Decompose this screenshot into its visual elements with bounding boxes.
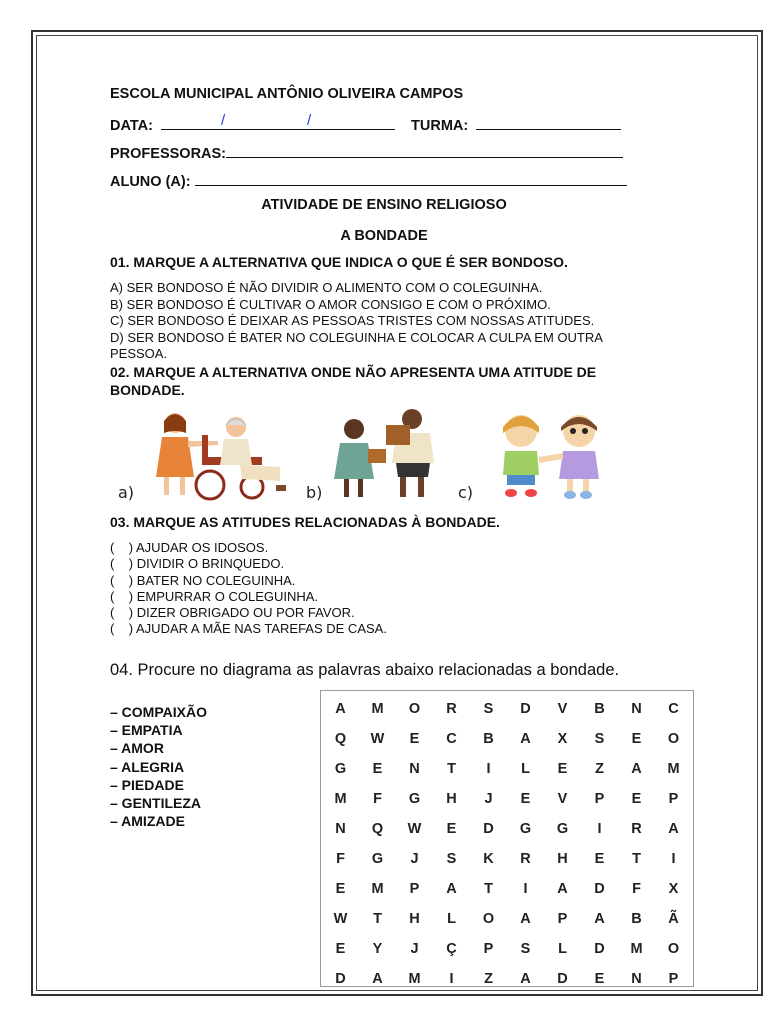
grid-cell[interactable]: E (631, 791, 642, 807)
option-c[interactable]: C) SER BONDOSO É DEIXAR AS PESSOAS TRISTES COM NOSSAS ATITUDES. (110, 313, 595, 328)
word-item: – EMPATIA (110, 722, 183, 739)
grid-cell[interactable]: Y (372, 941, 383, 957)
grid-row (322, 964, 692, 994)
grid-cell[interactable]: N (335, 821, 346, 837)
option-b[interactable]: B) SER BONDOSO É CULTIVAR O AMOR CONSIGO E COM O PRÓXIMO. (110, 296, 551, 312)
grid-cell[interactable]: P (409, 881, 420, 897)
grid-cell[interactable]: A (668, 821, 679, 837)
grid-cell[interactable]: O (667, 731, 680, 747)
grid-cell[interactable]: S (483, 701, 494, 717)
grid-row (322, 784, 692, 814)
grid-cell[interactable]: H (409, 911, 420, 927)
illustration-b-sharing[interactable] (330, 405, 445, 505)
checkbox[interactable]: ( ) (110, 605, 134, 621)
grid-cell[interactable]: M (630, 941, 643, 957)
word-search-grid[interactable] (322, 694, 692, 994)
grid-row (322, 694, 692, 724)
checkbox[interactable]: ( ) (110, 540, 134, 555)
grid-cell[interactable]: E (335, 941, 346, 957)
grid-cell[interactable]: V (557, 791, 568, 807)
student-label: ALUNO (A): (110, 174, 191, 190)
question-3-items (110, 540, 387, 638)
grid-cell[interactable]: A (520, 731, 531, 747)
grid-row (322, 904, 692, 934)
grid-cell[interactable]: H (557, 851, 568, 867)
class-label: TURMA: (411, 118, 469, 134)
question-2-line1: 02. MARQUE A ALTERNATIVA ONDE NÃO APRESENTA UMA ATITUDE DE (110, 364, 597, 380)
grid-cell[interactable]: H (446, 791, 457, 807)
grid-cell[interactable]: D (557, 971, 568, 987)
grid-cell[interactable]: N (409, 761, 420, 777)
grid-cell[interactable]: Z (595, 761, 604, 777)
grid-cell[interactable]: R (446, 701, 457, 717)
grid-cell[interactable]: N (631, 701, 642, 717)
grid-cell[interactable]: I (597, 821, 602, 837)
grid-cell[interactable]: P (557, 911, 568, 927)
grid-cell[interactable]: S (520, 941, 531, 957)
grid-cell[interactable]: Q (334, 731, 347, 747)
student-row (110, 171, 627, 190)
date-separator-1: / (220, 112, 226, 129)
teachers-label: PROFESSORAS: (110, 146, 227, 162)
grid-cell[interactable]: G (334, 761, 347, 777)
grid-cell[interactable]: L (558, 941, 567, 957)
grid-cell[interactable]: R (631, 821, 642, 837)
grid-cell[interactable]: D (520, 701, 531, 717)
grid-cell[interactable]: P (594, 791, 605, 807)
grid-cell[interactable]: W (370, 731, 385, 747)
label-c: c) (458, 483, 474, 502)
school-name: ESCOLA MUNICIPAL ANTÔNIO OLIVEIRA CAMPOS (110, 86, 464, 102)
grid-cell[interactable]: B (483, 731, 494, 747)
word-item: – GENTILEZA (110, 795, 202, 812)
grid-cell[interactable]: M (334, 791, 347, 807)
grid-cell[interactable]: D (483, 821, 494, 837)
grid-cell[interactable]: A (335, 701, 346, 717)
grid-cell[interactable]: E (594, 971, 605, 987)
grid-cell[interactable]: T (632, 851, 641, 867)
illustration-a-helping-elderly[interactable] (140, 405, 295, 505)
grid-cell[interactable]: X (557, 731, 568, 747)
grid-cell[interactable]: L (521, 761, 530, 777)
grid-cell[interactable]: B (631, 911, 642, 927)
student-field[interactable] (195, 171, 627, 186)
grid-cell[interactable]: J (484, 791, 493, 807)
grid-cell[interactable]: Z (484, 971, 493, 987)
grid-row (322, 874, 692, 904)
grid-cell[interactable]: E (446, 821, 457, 837)
grid-cell[interactable]: A (446, 881, 457, 897)
grid-cell[interactable]: E (520, 791, 531, 807)
activity-title: ATIVIDADE DE ENSINO RELIGIOSO (261, 197, 507, 213)
grid-cell[interactable]: G (519, 821, 532, 837)
grid-cell[interactable]: Ã (668, 911, 679, 927)
teachers-field[interactable] (226, 143, 623, 158)
option-a[interactable]: A) SER BONDOSO É NÃO DIVIDIR O ALIMENTO COM O COLEGUINHA. (110, 280, 543, 295)
grid-cell[interactable]: O (482, 911, 495, 927)
grid-cell[interactable]: N (631, 971, 642, 987)
grid-cell[interactable]: F (632, 881, 641, 897)
grid-cell[interactable]: I (671, 851, 676, 867)
question-4: 04. Procure no diagrama as palavras abaixo relacionadas a bondade. (110, 661, 620, 679)
grid-cell[interactable]: S (594, 731, 605, 747)
grid-cell[interactable]: M (371, 701, 384, 717)
grid-cell[interactable]: E (631, 731, 642, 747)
checkbox-item[interactable]: ( ) AJUDAR A MÃE NAS TAREFAS DE CASA. (110, 621, 387, 637)
grid-row (322, 934, 692, 964)
grid-cell[interactable]: E (372, 761, 383, 777)
grid-cell[interactable]: M (667, 761, 680, 777)
checkbox[interactable]: ( ) (110, 588, 134, 604)
grid-cell[interactable]: D (594, 941, 605, 957)
grid-cell[interactable]: J (410, 851, 419, 867)
grid-cell[interactable]: B (594, 701, 605, 717)
grid-cell[interactable]: G (371, 851, 384, 867)
option-d[interactable]: D) SER BONDOSO É BATER NO COLEGUINHA E COLOCAR A CULPA EM OUTRA (110, 329, 603, 345)
checkbox-item[interactable]: ( ) BATER NO COLEGUINHA. (110, 572, 296, 588)
grid-cell[interactable]: D (594, 881, 605, 897)
grid-cell[interactable]: T (484, 881, 493, 897)
grid-cell[interactable]: X (668, 881, 679, 897)
illustration-c-pushing[interactable] (485, 405, 615, 505)
date-field[interactable] (161, 112, 395, 130)
grid-cell[interactable]: A (520, 911, 531, 927)
question-2-line2: BONDADE. (110, 382, 185, 398)
grid-cell[interactable]: F (373, 791, 382, 807)
date-class-row (110, 112, 621, 134)
grid-cell[interactable]: L (447, 911, 456, 927)
grid-cell[interactable]: I (523, 881, 528, 897)
checkbox-item[interactable]: ( ) DIVIDIR O BRINQUEDO. (110, 556, 285, 572)
grid-cell[interactable]: M (371, 881, 384, 897)
word-item: – COMPAIXÃO (110, 704, 207, 720)
grid-cell[interactable]: G (556, 821, 569, 837)
grid-cell[interactable]: O (667, 941, 680, 957)
grid-cell[interactable]: Q (371, 821, 384, 837)
grid-cell[interactable]: D (335, 971, 346, 987)
grid-cell[interactable]: A (372, 971, 383, 987)
grid-cell[interactable]: E (557, 761, 568, 777)
grid-cell[interactable]: W (333, 911, 348, 927)
question-3: 03. MARQUE AS ATITUDES RELACIONADAS À BONDADE. (110, 514, 500, 530)
grid-cell[interactable]: W (407, 821, 422, 837)
grid-cell[interactable]: O (408, 701, 421, 717)
checkbox[interactable]: ( ) (110, 572, 134, 588)
grid-row (322, 844, 692, 874)
grid-cell[interactable]: E (409, 731, 420, 747)
grid-row (322, 724, 692, 754)
checkbox-item[interactable]: ( ) AJUDAR OS IDOSOS. (110, 540, 269, 555)
grid-cell[interactable]: V (557, 701, 568, 717)
grid-cell[interactable]: G (408, 791, 421, 807)
grid-cell[interactable]: R (520, 851, 531, 867)
grid-cell[interactable]: E (594, 851, 605, 867)
question-1: 01. MARQUE A ALTERNATIVA QUE INDICA O QUE É SER BONDOSO. (110, 254, 568, 270)
grid-cell[interactable]: K (483, 851, 494, 867)
option-d-continued: PESSOA. (110, 346, 168, 361)
grid-cell[interactable]: T (447, 761, 456, 777)
teachers-row (110, 143, 623, 162)
word-item: – AMIZADE (110, 813, 185, 830)
class-field[interactable] (476, 115, 621, 130)
checkbox-item[interactable]: ( ) DIZER OBRIGADO OU POR FAVOR. (110, 605, 355, 621)
grid-cell[interactable]: S (446, 851, 457, 867)
grid-cell[interactable]: A (594, 911, 605, 927)
grid-cell[interactable]: A (520, 971, 531, 987)
question-1-options (110, 280, 603, 363)
checkbox[interactable]: ( ) (110, 621, 134, 637)
word-item: – AMOR (110, 740, 164, 757)
grid-cell[interactable]: I (449, 971, 454, 987)
checkbox[interactable]: ( ) (110, 556, 134, 572)
word-item: – PIEDADE (110, 776, 184, 793)
word-list (110, 703, 207, 830)
word-item: – ALEGRIA (110, 758, 185, 775)
grid-cell[interactable]: T (373, 911, 382, 927)
grid-cell[interactable]: J (410, 941, 419, 957)
date-label: DATA: (110, 118, 153, 134)
grid-cell[interactable]: M (408, 971, 421, 987)
grid-row (322, 754, 692, 784)
label-a: a) (118, 483, 135, 502)
grid-cell[interactable]: E (335, 881, 346, 897)
grid-cell[interactable]: P (483, 941, 494, 957)
activity-subtitle: A BONDADE (340, 228, 428, 244)
grid-cell[interactable]: P (668, 791, 679, 807)
grid-row (322, 814, 692, 844)
grid-cell[interactable]: F (336, 851, 345, 867)
date-separator-2: / (306, 112, 312, 129)
grid-cell[interactable]: C (668, 701, 679, 717)
grid-cell[interactable]: P (668, 971, 679, 987)
label-b: b) (306, 483, 323, 502)
checkbox-item[interactable]: ( ) EMPURRAR O COLEGUINHA. (110, 588, 319, 604)
grid-cell[interactable]: A (557, 881, 568, 897)
grid-cell[interactable]: Ç (446, 941, 457, 957)
grid-cell[interactable]: C (446, 731, 457, 747)
grid-cell[interactable]: A (631, 761, 642, 777)
grid-cell[interactable]: I (486, 761, 491, 777)
